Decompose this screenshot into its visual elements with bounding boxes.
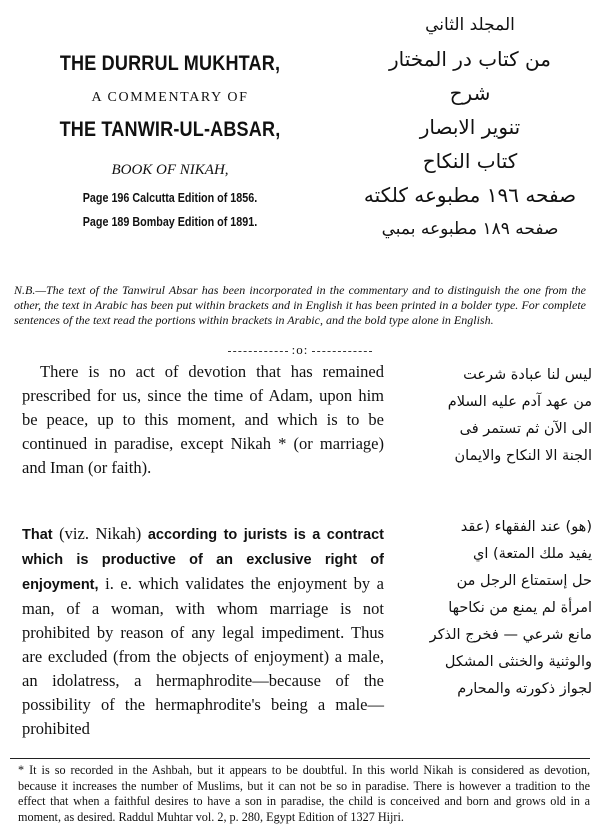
book-title: THE DURRUL MUKHTAR, [59, 52, 281, 75]
page-ref-calcutta: Page 196 Calcutta Edition of 1856. [82, 191, 258, 205]
english-title-block [10, 52, 330, 239]
book-subtitle: A COMMENTARY OF [91, 90, 249, 105]
arabic-title-line: تنوير الابصار [419, 115, 521, 139]
text-normal: (viz. Nikah) [52, 524, 148, 543]
arabic-title-block [345, 8, 595, 246]
text-normal: i. e. which validates the enjoyment by a man, of a woman, with whom marriage is not prohibited by reason of any legal impediment. Thus are excluded (from the objects of enjoyment) a male, an idolatress, a hermaphrodite—because of the possibility of the hermaphrodite's being a male—prohibited [22, 574, 384, 738]
arabic-line: (هو) عند الفقهاء (عقد [460, 519, 592, 535]
book-section: BOOK OF NIKAH, [111, 162, 229, 178]
arabic-line: ليس لنا عبادة شرعت [463, 367, 592, 383]
page-ref-bombay: Page 189 Bombay Edition of 1891. [82, 215, 258, 229]
arabic-title-line: شرح [449, 81, 491, 105]
text-bold: That [22, 527, 53, 543]
arabic-title-line: صفحه ١٩٦ مطبوعه كلكته [363, 183, 577, 207]
footnote: * It is so recorded in the Ashbah, but it appears to be doubtful. In this world Nikah is considered as devotion, because it increases the number of Muslims, but it can not be so in paradise. There is however a tradition to the effect that when a faithful desires to have a son in paradise, the child is conceived and born and grows old in a moment, as desired. Raddul Muhtar vol. 2, p. 280, Egypt Edition of 1327 Hijri. [18, 763, 590, 824]
editorial-note: N.B.—The text of the Tanwirul Absar has been incorporated in the commentary and to distinguish the one from the other, the text in Arabic has been put within brackets and in English it has been printed in a bolder type. For complete sentences of the text read the portions within brackets in Arabic, and the bold type alone in English. [14, 283, 586, 327]
arabic-paragraph-2 [392, 514, 592, 703]
paragraph-devotion: There is no act of devotion that has remained prescribed for us, since the time of Adam, upon him be peace, up to this moment, and which is to be continued in paradise, except Nikah * (or marriage) and Iman (or faith). [22, 362, 384, 477]
arabic-line: الى الآن ثم تستمر فى [459, 421, 592, 437]
arabic-line: من عهد آدم عليه السلام [447, 394, 592, 410]
arabic-line: امرأة لم يمنع من نكاحها [448, 600, 592, 616]
paragraph-definition [22, 522, 384, 741]
arabic-title-line: صفحه ١٨٩ مطبوعه بمبي [381, 219, 559, 239]
arabic-paragraph-1 [392, 362, 592, 470]
text-bold: according to jurists is a contract which is productive of an exclusive right of enjoyment, [22, 527, 384, 593]
section-separator: :o: [0, 342, 600, 358]
arabic-line: والوثنية والخنثى المشكل [444, 654, 592, 670]
arabic-line: مانع شرعي — فخرج الذكر [429, 627, 592, 643]
arabic-line: يفيد ملك المتعة) اي [473, 546, 592, 562]
arabic-line: الجنة الا النكاح والايمان [454, 448, 592, 464]
arabic-title-line: المجلد الثاني [425, 15, 515, 35]
arabic-line: لجواز ذكورته والمحارم [457, 681, 592, 697]
arabic-title-line: كتاب النكاح [422, 149, 518, 173]
work-title: THE TANWIR-UL-ABSAR, [59, 118, 281, 141]
arabic-title-line: من كتاب در المختار [389, 47, 551, 71]
footnote-divider [10, 758, 590, 759]
arabic-line: حل إستمتاع الرجل من [456, 573, 592, 589]
